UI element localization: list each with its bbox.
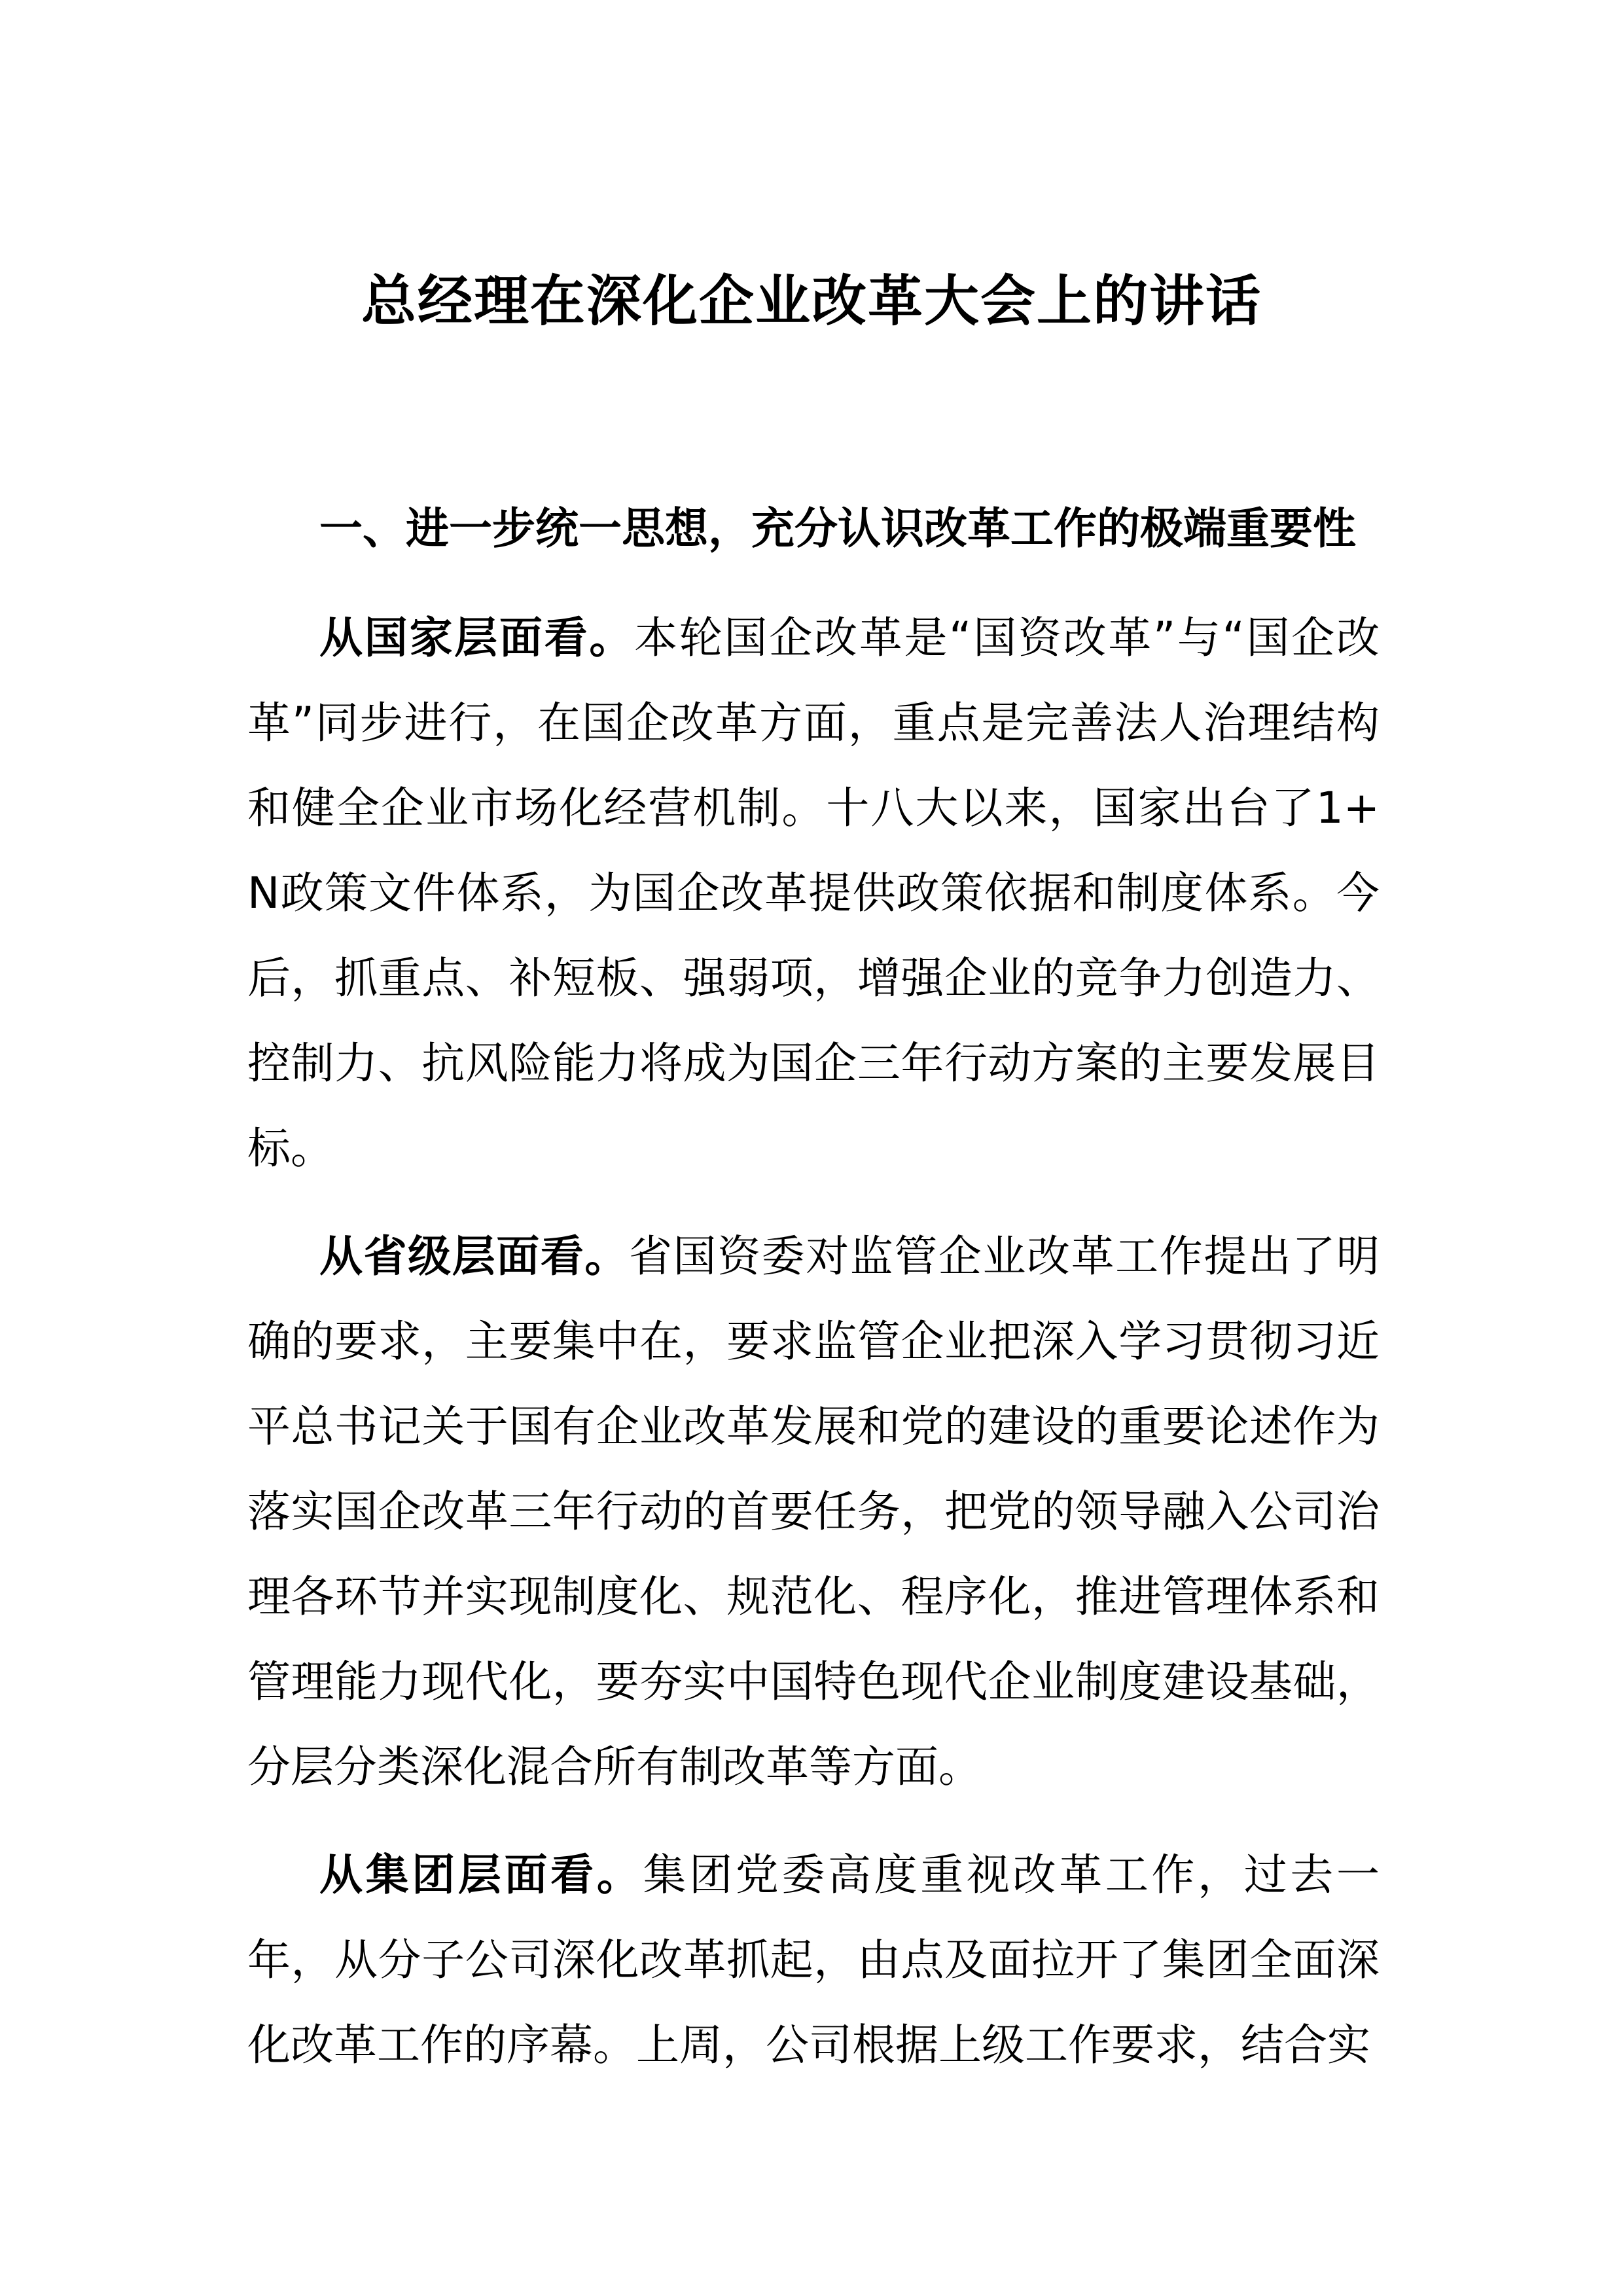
paragraph-body: 省国资委对监管企业改革工作提出了明确的要求，主要集中在，要求监管企业把深入学习贯彻习近平总书记关于国有企业改革发展和党的建设的重要论述作为落实国企改革三年行动的首要任务，把党的领导融入公司治理各环节并实现制度化、规范化、程序化，推进管理体系和管理能力现代化，要夯实中国特色现代企业制度建设基础，分层分类深化混合所有制改革等方面。 [247,1231,1380,1792]
paragraph-lead: 从国家层面看。 [319,613,635,663]
document-title: 总经理在深化企业改革大会上的讲话 [361,269,1262,333]
section-heading: 一、进一步统一思想，充分认识改革工作的极端重要性 [319,503,1356,554]
paragraph-national-level [247,596,1380,1191]
paragraph-provincial-level [247,1214,1380,1810]
paragraph-group-level [247,1833,1380,2088]
paragraph-body: 集团党委高度重视改革工作，过去一年，从分子公司深化改革抓起，由点及面拉开了集团全面深化改革工作的序幕。上周，公司根据上级工作要求，结合实 [247,1850,1380,2070]
paragraph-lead: 从集团层面看。 [319,1850,643,1900]
paragraph-lead: 从省级层面看。 [319,1231,629,1282]
paragraph-body: 本轮国企改革是“国资改革”与“国企改革”同步进行，在国企改革方面，重点是完善法人治理结构和健全企业市场化经营机制。十八大以来，国家出台了1+N政策文件体系，为国企改革提供政策依据和制度体系。今后，抓重点、补短板、强弱项，增强企业的竞争力创造力、控制力、抗风险能力将成为国企三年行动方案的主要发展目标。 [247,613,1380,1174]
